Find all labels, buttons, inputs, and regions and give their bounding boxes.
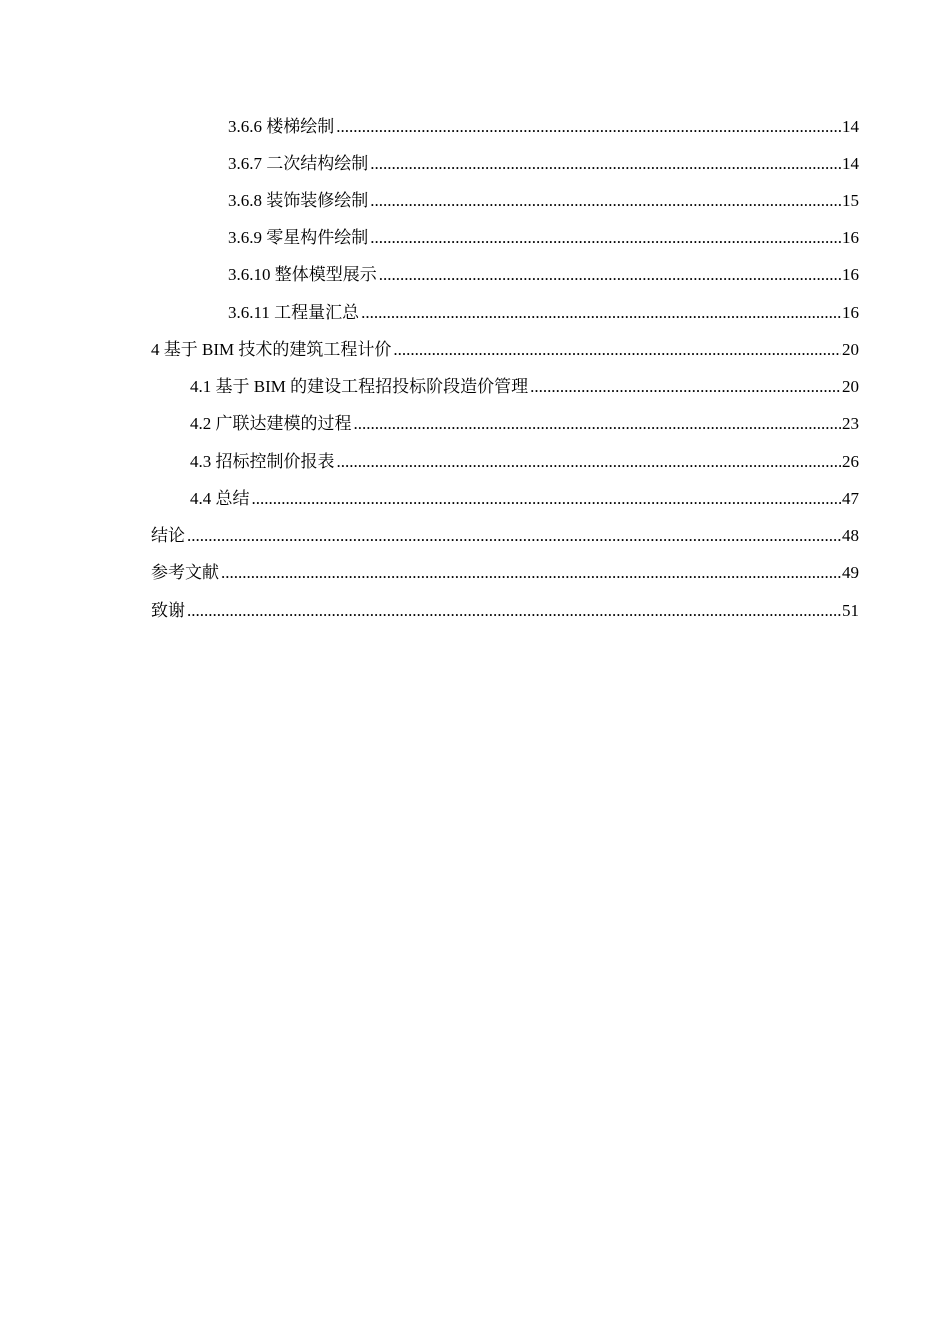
toc-entry-page: 49 — [842, 563, 859, 582]
toc-entry-page: 20 — [842, 340, 859, 359]
toc-entry-references[interactable] — [151, 558, 859, 584]
toc-entry-label: 3.6.6 楼梯绘制 — [228, 117, 335, 136]
toc-entry-label: 3.6.8 装饰装修绘制 — [228, 191, 369, 210]
toc-leader-dots — [252, 488, 842, 510]
toc-entry-label: 结论 — [151, 526, 185, 545]
toc-leader-dots — [393, 339, 841, 361]
toc-entry-3-6-6[interactable] — [228, 112, 859, 138]
toc-entry-page: 16 — [842, 265, 859, 284]
toc-entry-chapter-4[interactable] — [151, 335, 859, 361]
toc-entry-label: 4.3 招标控制价报表 — [190, 452, 335, 471]
toc-entry-page: 47 — [842, 489, 859, 508]
toc-entry-3-6-10[interactable] — [228, 260, 859, 286]
toc-entry-label: 3.6.7 二次结构绘制 — [228, 154, 369, 173]
toc-entry-page: 51 — [842, 601, 859, 620]
toc-entry-label: 4 基于 BIM 技术的建筑工程计价 — [151, 340, 392, 359]
toc-entry-page: 15 — [842, 191, 859, 210]
toc-leader-dots — [370, 190, 841, 212]
toc-entry-3-6-9[interactable] — [228, 223, 859, 249]
toc-entry-label: 3.6.10 整体模型展示 — [228, 265, 377, 284]
toc-entry-label: 致谢 — [151, 601, 185, 620]
toc-leader-dots — [187, 525, 841, 547]
toc-leader-dots — [379, 264, 841, 286]
toc-leader-dots — [337, 451, 842, 473]
toc-leader-dots — [221, 562, 841, 584]
toc-entry-4-1[interactable] — [190, 372, 859, 398]
toc-entry-4-2[interactable] — [190, 409, 859, 435]
toc-entry-label: 4.2 广联达建模的过程 — [190, 414, 352, 433]
toc-entry-page: 16 — [842, 303, 859, 322]
toc-entry-page: 48 — [842, 526, 859, 545]
toc-entry-4-3[interactable] — [190, 447, 859, 473]
toc-entry-page: 20 — [842, 377, 859, 396]
toc-entry-page: 26 — [842, 452, 859, 471]
toc-entry-3-6-11[interactable] — [228, 298, 859, 324]
toc-leader-dots — [354, 413, 842, 435]
toc-leader-dots — [370, 227, 841, 249]
toc-entry-acknowledgements[interactable] — [151, 596, 859, 622]
toc-entry-label: 参考文献 — [151, 563, 219, 582]
toc-entry-page: 14 — [842, 154, 859, 173]
toc-entry-page: 16 — [842, 228, 859, 247]
toc-leader-dots — [336, 116, 841, 138]
toc-leader-dots — [187, 600, 841, 622]
toc-entry-label: 3.6.11 工程量汇总 — [228, 303, 360, 322]
toc-entry-3-6-7[interactable] — [228, 149, 859, 175]
toc-entry-3-6-8[interactable] — [228, 186, 859, 212]
toc-entry-page: 23 — [842, 414, 859, 433]
toc-entry-page: 14 — [842, 117, 859, 136]
toc-entry-4-4[interactable] — [190, 484, 859, 510]
toc-leader-dots — [530, 376, 841, 398]
toc-entry-label: 3.6.9 零星构件绘制 — [228, 228, 369, 247]
toc-entry-conclusion[interactable] — [151, 521, 859, 547]
toc-entry-label: 4.1 基于 BIM 的建设工程招投标阶段造价管理 — [190, 377, 529, 396]
toc-leader-dots — [370, 153, 841, 175]
toc-leader-dots — [361, 302, 841, 324]
toc-entry-label: 4.4 总结 — [190, 489, 250, 508]
